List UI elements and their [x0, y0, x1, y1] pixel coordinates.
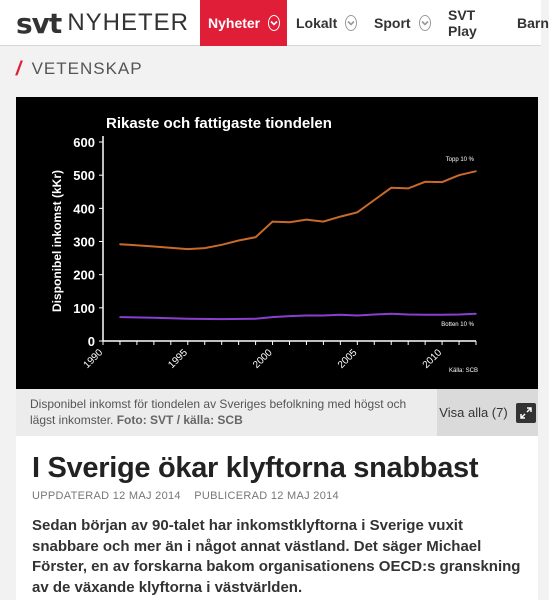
chart-data-point	[441, 314, 443, 316]
chart-data-point	[475, 313, 477, 315]
chart-data-point	[340, 216, 342, 218]
article-lead: Sedan början av 90-talet har inkomstklyftorna i Sverige vuxit snabbare och mer än i något annat västland. Det säger Michael Förster, en av forskarna bakom organisationens OECD:s granskning av de växande klyftorna i västvärlden.	[32, 517, 521, 596]
chart-y-tick-label: 0	[87, 334, 95, 349]
nav-item-nyheter[interactable]	[200, 0, 287, 46]
chart-series-label: Botten 10 %	[441, 321, 474, 328]
chart-x-tick-label: 2005	[335, 347, 360, 371]
chart-data-point	[458, 314, 460, 316]
nav-item-label: Barn	[517, 15, 549, 31]
chart-data-point	[373, 199, 375, 201]
category-label[interactable]: VETENSKAP	[31, 59, 143, 78]
chart-y-tick-label: 400	[73, 201, 95, 217]
chart-data-point	[390, 187, 392, 189]
chart-y-axis-label: Disponibel inkomst (kKr)	[50, 169, 64, 313]
chart-source: Källa: SCB	[449, 368, 479, 374]
chevron-down-icon[interactable]	[268, 15, 280, 31]
chart-data-point	[221, 244, 223, 246]
chart-data-point	[255, 236, 257, 238]
chart-data-point	[153, 246, 155, 248]
logo-svt-text: svt	[16, 6, 62, 40]
chart-data-point	[272, 316, 274, 318]
chart-data-point	[323, 315, 325, 317]
chart-series-line-botten-10	[120, 314, 476, 319]
chart-data-point	[390, 313, 392, 315]
chart-data-point	[289, 221, 291, 223]
chart-y-tick-label: 200	[73, 267, 95, 283]
chevron-down-icon[interactable]	[345, 15, 357, 31]
caption-text: Disponibel inkomst för tiondelen av Sveriges befolkning med högst och lägst inkomster.	[30, 397, 407, 427]
caption-credit: Foto: SVT / källa: SCB	[116, 413, 243, 427]
chart-data-point	[153, 317, 155, 319]
chart-series-label: Topp 10 %	[445, 157, 474, 164]
chart-data-point	[475, 170, 477, 172]
chart-y-tick-label: 100	[73, 300, 95, 316]
category-slash: /	[14, 57, 24, 80]
chart-data-point	[204, 247, 206, 249]
chart-data-point	[323, 221, 325, 223]
top-navigation	[0, 0, 549, 46]
chart-data-point	[424, 181, 426, 183]
article-meta	[32, 490, 339, 502]
nav-item-label: Lokalt	[296, 15, 338, 31]
show-all-images-button[interactable]	[437, 389, 538, 436]
svt-nyheter-logo[interactable]	[16, 6, 189, 40]
chart-data-point	[221, 318, 223, 320]
chart-data-point	[119, 243, 121, 245]
chart-data-point	[340, 314, 342, 316]
chart-y-tick-label: 600	[73, 135, 95, 150]
chart-data-point	[289, 315, 291, 317]
chevron-down-icon[interactable]	[419, 15, 431, 31]
published-date: PUBLICERAD 12 MAJ 2014	[194, 490, 339, 502]
nav-item-label: Nyheter	[208, 15, 261, 31]
nav-item-svt-play[interactable]	[440, 0, 508, 46]
nav-item-label: Sport	[374, 15, 411, 31]
chart-data-point	[407, 188, 409, 190]
chart-x-tick-label: 2000	[251, 347, 275, 371]
chart-data-point	[357, 315, 359, 317]
chart-data-point	[187, 248, 189, 250]
logo-nyheter-text: NYHETER	[67, 9, 189, 36]
nav-item-lokalt[interactable]	[288, 0, 364, 46]
chart-data-point	[306, 219, 308, 221]
image-caption	[16, 389, 437, 436]
chart-y-tick-label: 300	[73, 234, 95, 250]
chart-data-point	[441, 181, 443, 183]
chart-image[interactable]	[16, 97, 538, 389]
chart-x-tick-label: 1990	[81, 347, 106, 371]
chart-data-point	[424, 314, 426, 316]
chart-data-point	[187, 318, 189, 320]
nav-item-barn[interactable]	[510, 0, 549, 46]
category-bar	[0, 47, 541, 91]
income-chart	[16, 97, 538, 389]
show-all-label: Visa alla (7)	[439, 405, 508, 420]
chart-data-point	[373, 314, 375, 316]
updated-date: UPPDATERAD 12 MAJ 2014	[32, 490, 181, 502]
nav-item-label: SVT Play	[448, 7, 477, 39]
article-headline: I Sverige ökar klyftorna snabbast	[32, 452, 479, 484]
chart-data-point	[238, 240, 240, 242]
chart-data-point	[255, 318, 257, 320]
chart-data-point	[357, 212, 359, 214]
chart-x-tick-label: 1995	[166, 347, 190, 371]
chart-x-tick-label: 2010	[420, 347, 445, 371]
article-card	[16, 97, 538, 600]
chart-data-point	[306, 315, 308, 317]
chart-title: Rikaste och fattigaste tiondelen	[106, 115, 332, 132]
expand-icon	[516, 403, 536, 423]
chart-y-tick-label: 500	[73, 168, 95, 184]
chart-data-point	[407, 314, 409, 316]
chart-data-point	[119, 316, 121, 318]
chart-series-line-topp-10	[120, 171, 476, 249]
nav-item-sport[interactable]	[366, 0, 438, 46]
chart-data-point	[458, 174, 460, 176]
chart-data-point	[272, 221, 274, 223]
